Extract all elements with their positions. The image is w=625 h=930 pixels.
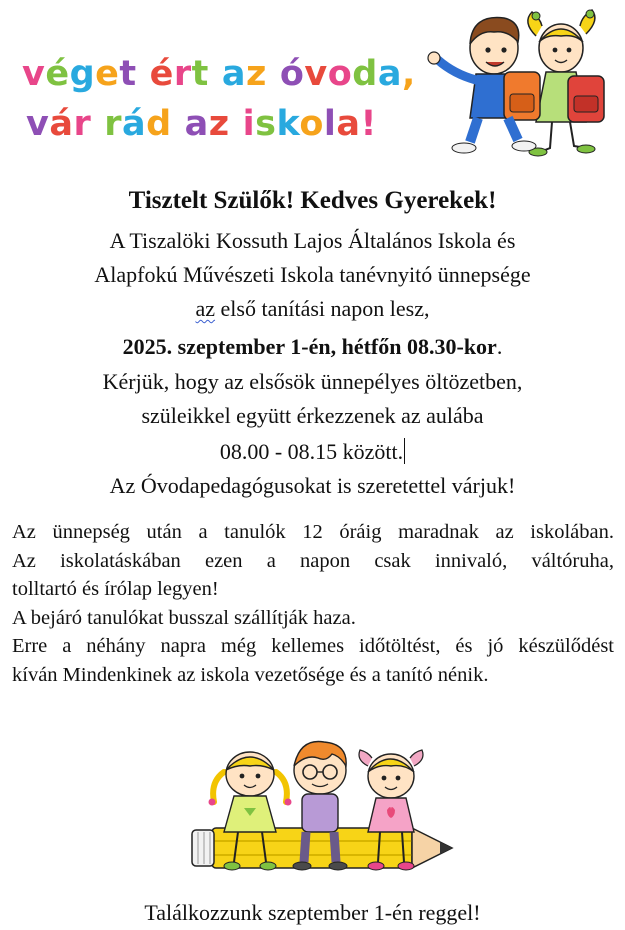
banner-word: vár bbox=[26, 104, 92, 144]
banner-word: iskola! bbox=[242, 104, 377, 144]
closing-line: Találkozzunk szeptember 1-én reggel! bbox=[144, 900, 481, 925]
invitation-line-text: első tanítási napon lesz, bbox=[215, 296, 430, 321]
details-line: A bejáró tanulókat busszal szállítják haza. bbox=[12, 606, 356, 629]
arrival-time-text: 08.00 - 08.15 között. bbox=[219, 439, 404, 464]
banner-word: az bbox=[184, 104, 230, 144]
kids-on-pencil-illustration bbox=[190, 736, 470, 886]
spellcheck-underlined-word: az bbox=[195, 296, 216, 321]
details-line: Az iskolatáskában ezen a napon csak innivaló, váltóruha, bbox=[12, 549, 614, 572]
details-line: Az ünnepség után a tanulók 12 óráig maradnak az iskolában. bbox=[12, 521, 614, 543]
details-line: tolltartó és írólap legyen! bbox=[12, 578, 219, 600]
details-line: kíván Mindenkinek az iskola vezetősége és a tanító nénik. bbox=[12, 663, 489, 686]
invitation-line: A Tiszalöki Kossuth Lajos Általános Iskola és bbox=[109, 228, 516, 253]
banner-word: rád bbox=[104, 104, 172, 144]
invitation-title: Tisztelt Szülők! Kedves Gyerekek! bbox=[128, 187, 497, 214]
banner-line-2 bbox=[26, 104, 390, 144]
invitation-line: Alapfokú Művészeti Iskola tanévnyitó ünnepsége bbox=[94, 262, 531, 287]
event-date bbox=[0, 334, 625, 360]
invitation-line: Kérjük, hogy az elsősök ünnepélyes öltözetben, bbox=[102, 369, 523, 394]
banner-title bbox=[22, 52, 416, 162]
arrival-time bbox=[0, 438, 625, 465]
banner-word: az bbox=[221, 54, 267, 94]
boy-figure bbox=[428, 18, 540, 153]
banner-word: óvoda, bbox=[279, 54, 416, 94]
invitation-line: Az Óvodapedagógusokat is szeretettel várjuk! bbox=[109, 473, 516, 498]
walking-kids-illustration bbox=[418, 8, 618, 158]
banner-line-1 bbox=[22, 54, 429, 94]
banner-word: ért bbox=[149, 54, 209, 94]
banner-word: véget bbox=[22, 54, 137, 94]
text-cursor bbox=[404, 438, 405, 464]
invitation-line: szüleikkel együtt érkezzenek az aulába bbox=[141, 403, 484, 428]
details-paragraph bbox=[12, 518, 614, 689]
details-line: Erre a néhány napra még kellemes időtöltést, és jó készülődést bbox=[12, 635, 614, 657]
event-date-bold: 2025. szeptember 1-én, hétfőn 08.30-kor bbox=[122, 334, 497, 359]
event-date-suffix: . bbox=[496, 334, 503, 359]
invitation-line bbox=[0, 296, 625, 322]
